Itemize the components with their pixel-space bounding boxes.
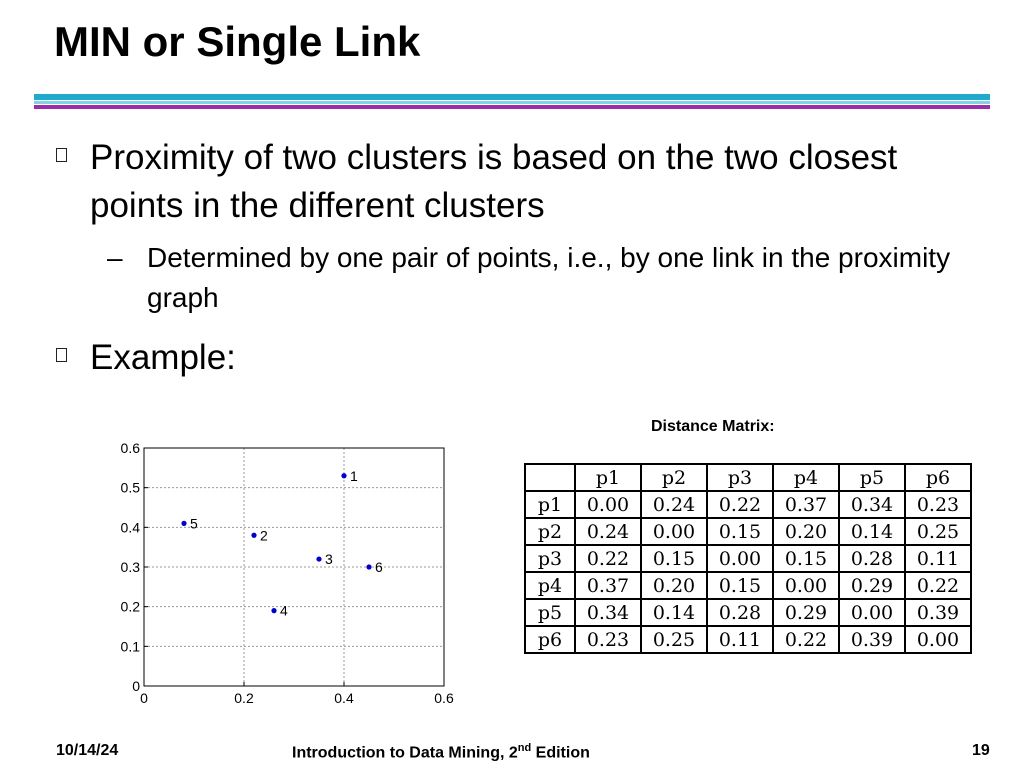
footer-page-number: 19: [972, 742, 990, 759]
matrix-cell: 0.00: [773, 572, 839, 599]
matrix-row-header: p5: [525, 599, 575, 626]
point-label: 3: [325, 551, 333, 568]
data-point: [316, 556, 321, 561]
x-tick-label: 0.2: [234, 690, 254, 706]
point-label: 2: [260, 527, 268, 544]
table-row: [525, 572, 971, 599]
matrix-cell: 0.14: [839, 518, 905, 545]
matrix-cell: 0.24: [575, 518, 641, 545]
slide-title: MIN or Single Link: [54, 18, 421, 65]
data-point: [181, 521, 186, 526]
matrix-cell: 0.20: [773, 518, 839, 545]
title-rule-light: [34, 101, 990, 104]
matrix-cell: 0.29: [839, 572, 905, 599]
data-point: [251, 533, 256, 538]
matrix-cell: 0.11: [905, 545, 971, 572]
matrix-cell: 0.00: [575, 491, 641, 518]
y-tick-label: 0.2: [120, 598, 140, 615]
matrix-cell: 0.23: [905, 491, 971, 518]
matrix-cell: 0.11: [707, 626, 773, 653]
matrix-cell: 0.28: [839, 545, 905, 572]
matrix-cell: 0.00: [641, 518, 707, 545]
matrix-cell: 0.28: [707, 599, 773, 626]
dash-icon: –: [107, 242, 123, 273]
table-row: [525, 518, 971, 545]
matrix-cell: 0.22: [773, 626, 839, 653]
y-tick-label: 0: [132, 678, 140, 694]
matrix-cell: 0.34: [575, 599, 641, 626]
matrix-body: [525, 491, 971, 653]
matrix-row-header: p4: [525, 572, 575, 599]
bullet-box-icon: [56, 348, 67, 362]
data-point: [271, 608, 276, 613]
y-tick-label: 0.1: [120, 638, 140, 655]
footer-book-title: Introduction to Data Mining, 2: [292, 744, 518, 762]
title-rule-blue: [34, 94, 990, 100]
scatter-plot: [100, 432, 470, 712]
matrix-header-row: [525, 464, 971, 491]
matrix-cell: 0.29: [773, 599, 839, 626]
y-tick-label: 0.6: [120, 440, 140, 456]
matrix-cell: 0.15: [641, 545, 707, 572]
matrix-cell: 0.23: [575, 626, 641, 653]
point-label: 4: [280, 602, 288, 619]
matrix-cell: 0.37: [575, 572, 641, 599]
matrix-cell: 0.37: [773, 491, 839, 518]
matrix-column-header: p3: [707, 464, 773, 491]
matrix-cell: 0.34: [839, 491, 905, 518]
point-label: 1: [350, 467, 358, 484]
matrix-row-header: p6: [525, 626, 575, 653]
matrix-cell: 0.14: [641, 599, 707, 626]
point-label: 6: [375, 559, 383, 575]
footer-book-sup: nd: [517, 742, 532, 754]
data-point: [366, 564, 371, 569]
x-tick-label: 0: [140, 690, 148, 706]
matrix-cell: 0.15: [773, 545, 839, 572]
matrix-row-header: p3: [525, 545, 575, 572]
matrix-cell: 0.15: [707, 572, 773, 599]
point-label: 5: [190, 515, 198, 532]
table-row: [525, 545, 971, 572]
matrix-row-header: p1: [525, 491, 575, 518]
matrix-cell: 0.25: [905, 518, 971, 545]
matrix-column-header: p5: [839, 464, 905, 491]
title-rule-purple: [34, 105, 990, 109]
matrix-cell: 0.22: [575, 545, 641, 572]
footer-book-suffix: Edition: [531, 744, 590, 762]
matrix-cell: 0.39: [839, 626, 905, 653]
matrix-cell: 0.00: [839, 599, 905, 626]
data-point: [341, 473, 346, 478]
matrix-column-header: p4: [773, 464, 839, 491]
y-tick-label: 0.4: [120, 519, 140, 536]
matrix-row-header: p2: [525, 518, 575, 545]
bullet-text: Example:: [90, 338, 236, 377]
matrix-cell: 0.22: [707, 491, 773, 518]
matrix-column-header: p2: [641, 464, 707, 491]
x-tick-label: 0.4: [334, 690, 354, 706]
distance-matrix-table: [524, 463, 972, 654]
matrix-cell: 0.39: [905, 599, 971, 626]
footer-date: 10/14/24: [56, 742, 119, 759]
matrix-cell: 0.24: [641, 491, 707, 518]
y-tick-label: 0.5: [120, 479, 140, 496]
matrix-cell: 0.20: [641, 572, 707, 599]
matrix-cell: 0.00: [707, 545, 773, 572]
matrix-column-header: p1: [575, 464, 641, 491]
x-tick-label: 0.6: [434, 690, 454, 706]
matrix-cell: 0.15: [707, 518, 773, 545]
bullet-box-icon: [56, 148, 67, 162]
bullet-text: Proximity of two clusters is based on the two closest points in the different clusters: [90, 138, 898, 225]
matrix-cell: 0.00: [905, 626, 971, 653]
y-tick-label: 0.3: [120, 559, 140, 575]
footer-book: [292, 742, 590, 762]
table-row: [525, 491, 971, 518]
table-row: [525, 626, 971, 653]
matrix-cell: 0.25: [641, 626, 707, 653]
sub-bullet-text: Determined by one pair of points, i.e., by one link in the proximity graph: [147, 242, 951, 313]
table-row: [525, 599, 971, 626]
matrix-cell: 0.22: [905, 572, 971, 599]
distance-matrix-label: Distance Matrix:: [651, 418, 775, 435]
matrix-column-header: p6: [905, 464, 971, 491]
matrix-corner-cell: [525, 464, 575, 491]
